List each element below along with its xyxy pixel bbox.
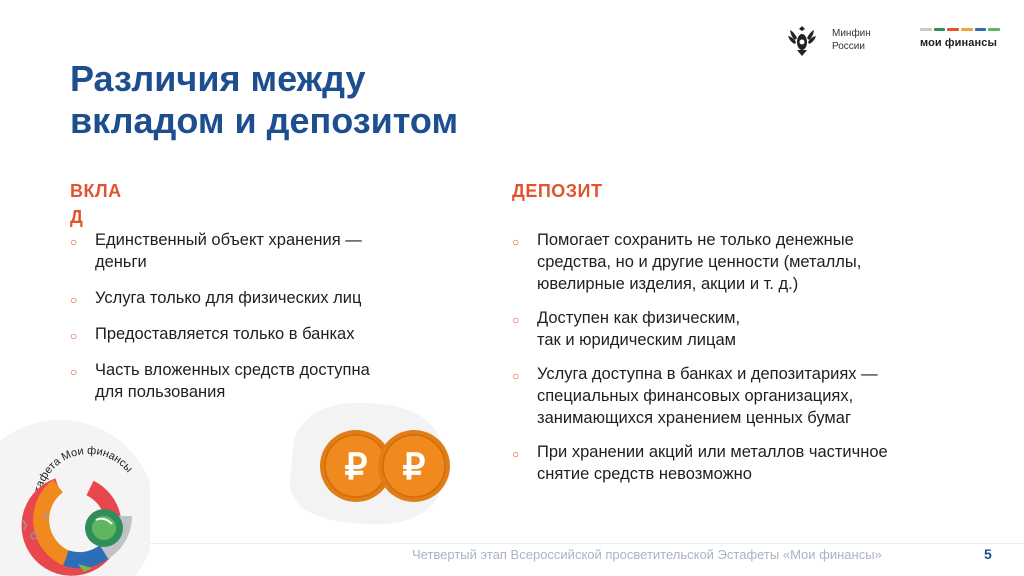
deposit-list-item-text: Доступен как физическим, так и юридическим лицам — [537, 309, 741, 349]
deposit-list-item-text: Услуга доступна в банках и депозитариях — специальных финансовых организациях, занимающихся хранением ценных бумаг — [537, 365, 878, 427]
bullet-circle-icon: ○ — [70, 293, 78, 307]
minfin-logo-line2: России — [832, 41, 865, 52]
moi-finansy-logo — [920, 28, 1000, 54]
deposit-list-item — [512, 229, 962, 295]
minfin-logo — [782, 20, 892, 60]
moi-logo-text: мои финансы — [920, 37, 997, 49]
eagle-emblem-icon — [782, 20, 822, 60]
column-heading-deposit: ДЕПОЗИТ — [512, 181, 603, 201]
deposit-list-item-text: Помогает сохранить не только денежные средства, но и другие ценности (металлы, ювелирные изделия, акции и т. д.) — [537, 231, 862, 293]
bullet-circle-icon: ○ — [512, 235, 520, 249]
minfin-logo-text — [832, 27, 871, 53]
page-number: 5 — [984, 546, 992, 562]
vklad-list — [70, 229, 430, 417]
moi-logo-bar — [947, 28, 959, 31]
moi-logo-bar — [975, 28, 987, 31]
column-heading-vklad: ВКЛА Д — [70, 181, 122, 227]
footer-text: Четвертый этап Всероссийской просветительской Эстафеты «Мои финансы» — [412, 547, 882, 562]
moi-logo-bar — [920, 28, 932, 31]
estafeta-logo-decoration — [0, 420, 150, 576]
deposit-list-item — [512, 441, 962, 485]
vklad-list-item-text: Предоставляется только в банках — [95, 325, 355, 343]
deposit-list-item — [512, 363, 962, 429]
vklad-list-item-text: Часть вложенных средств доступна для пользования — [95, 361, 370, 401]
vklad-list-item-text: Услуга только для физических лиц — [95, 289, 362, 307]
footer-divider — [150, 543, 1024, 544]
vklad-list-item — [70, 287, 430, 309]
estafeta-arc-text: Эстафета Мои финансы — [30, 444, 135, 507]
bullet-circle-icon: ○ — [70, 365, 78, 379]
bullet-circle-icon: ○ — [70, 329, 78, 343]
vklad-list-item — [70, 323, 430, 345]
bullet-circle-icon: ○ — [512, 369, 520, 383]
bullet-circle-icon: ○ — [512, 313, 520, 327]
slide-title: Различия между вкладом и депозитом — [70, 58, 459, 141]
ruble-coins-decoration — [284, 398, 454, 528]
vklad-list-item — [70, 229, 430, 273]
deposit-list-item — [512, 307, 962, 351]
svg-text:₽: ₽ — [344, 446, 368, 487]
bullet-circle-icon: ○ — [512, 447, 520, 461]
vklad-list-item-text: Единственный объект хранения — деньги — [95, 231, 362, 271]
vklad-list-item — [70, 359, 430, 403]
ruble-coin-icon — [378, 430, 450, 502]
moi-logo-bar — [961, 28, 973, 31]
moi-logo-bar — [934, 28, 946, 31]
moi-logo-color-bars — [920, 28, 1000, 32]
deposit-list-item-text: При хранении акций или металлов частичное снятие средств невозможно — [537, 443, 888, 483]
moi-logo-bar — [988, 28, 1000, 31]
deposit-list — [512, 229, 962, 497]
svg-text:₽: ₽ — [402, 446, 426, 487]
minfin-logo-line1: Минфин — [832, 28, 871, 39]
bullet-circle-icon: ○ — [70, 235, 78, 249]
